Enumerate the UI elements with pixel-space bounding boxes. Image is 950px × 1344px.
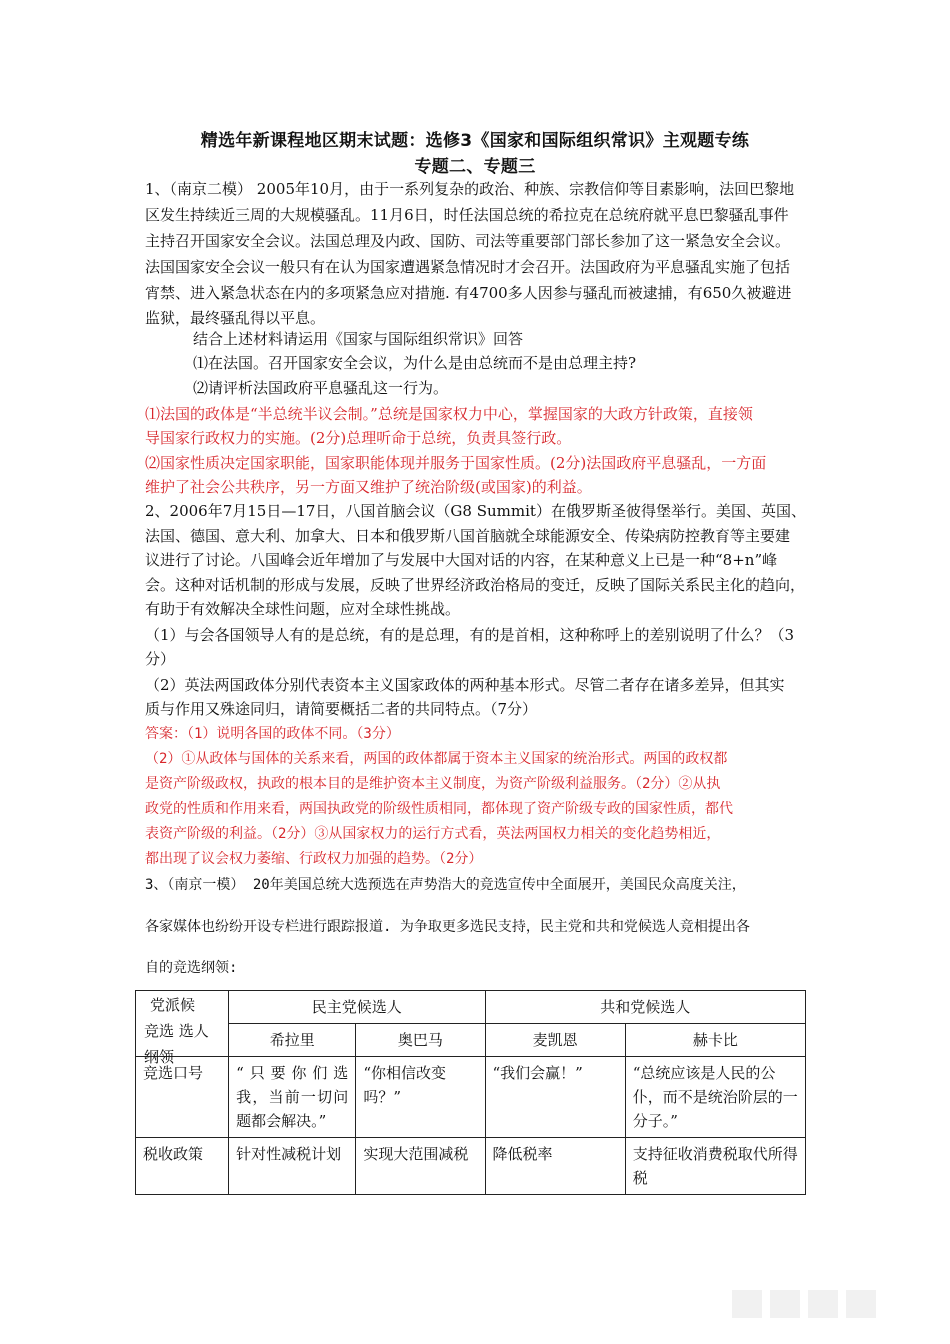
document-subtitle: 专题二、专题三 — [414, 157, 536, 177]
table-cell: “总统应该是人民的公仆，而不是统治阶层的一分子。” — [625, 1057, 805, 1138]
table-cell: 针对性减税计划 — [229, 1138, 356, 1195]
q2-subquestion-2: （2）英法两国政体分别代表资本主义国家政体的两种基本形式。尽管二者存在诸多差异，但其实 — [145, 676, 785, 694]
q2-text-line: 法国、德国、意大利、加拿大、日本和俄罗斯八国首脑就全球能源安全、传染病防控教育等主要建 — [145, 527, 791, 545]
candidate-header: 奥巴马 — [356, 1024, 485, 1057]
q1-text-line: 宵禁、进入紧急状态在内的多项紧急应对措施. 有4700多人因参与骚乱而被逮捕，有650久被避进 — [145, 284, 792, 302]
q1-text-line: 监狱，最终骚乱得以平息。 — [145, 309, 326, 327]
q1-subquestion-1: ⑴在法国。召开国家安全会议，为什么是由总统而不是由总理主持? — [193, 354, 637, 372]
q1-text-line: 法国国家安全会议一般只有在认为国家遭遇紧急情况时才会召开。法国政府为平息骚乱实施了包括 — [145, 258, 791, 276]
corner-label-top: 党派候 — [150, 996, 196, 1014]
table-cell: 实现大范围减税 — [356, 1138, 485, 1195]
q1-instruction: 结合上述材料请运用《国家与国际组织常识》回答 — [193, 330, 524, 348]
q2-answer-line: 是资产阶级政权，执政的根本目的是维护资本主义制度，为资产阶级利益服务。（2分）②从执 — [145, 776, 721, 792]
q1-answer-line: 维护了社会公共秩序，另一方面又维护了统治阶级(或国家)的利益。 — [145, 478, 592, 496]
document-title: 精选年新课程地区期末试题：选修3《国家和国际组织常识》主观题专练 — [200, 131, 750, 151]
row-label: 竞选口号 — [136, 1057, 229, 1138]
q1-subquestion-2: ⑵请评析法国政府平息骚乱这一行为。 — [193, 379, 449, 397]
q1-answer-line: ⑵国家性质决定国家职能，国家职能体现并服务于国家性质。(2分)法国政府平息骚乱，一方面 — [145, 454, 767, 472]
q2-text-line: 2、2006年7月15日—17日，八国首脑会议（G8 Summit）在俄罗斯圣彼得堡举行。美国、英国、 — [145, 502, 806, 520]
q2-answer-line: （2）①从政体与国体的关系来看，两国的政体都属于资本主义国家的统治形式。两国的政权都 — [145, 751, 728, 767]
candidate-header: 赫卡比 — [625, 1024, 805, 1057]
q3-text-line: 3、（南京一模） 20年美国总统大选预选在声势浩大的竞选宣传中全面展开，美国民众高度关注， — [145, 877, 746, 893]
q2-text-line: 有助于有效解决全球性问题，应对全球性挑战。 — [145, 600, 461, 618]
q1-text-line: 区发生持续近三周的大规模骚乱。11月6日，时任法国总统的希拉克在总统府就平息巴黎骚乱事件 — [145, 206, 789, 224]
q2-answer-line: 政党的性质和作用来看，两国执政党的阶级性质相同，都体现了资产阶级专政的国家性质，都代 — [145, 801, 733, 817]
q3-text-line: 自的竞选纲领: — [145, 960, 238, 976]
q2-subquestion-1-cont: 分） — [145, 650, 176, 668]
party-header-republican: 共和党候选人 — [485, 991, 806, 1024]
table-corner-header — [136, 991, 229, 1066]
candidate-platform-table — [135, 990, 806, 1195]
table-cell: “我们会赢！” — [485, 1057, 625, 1138]
q2-answer-line: 答案：（1）说明各国的政体不同。（3分） — [145, 726, 400, 742]
q2-text-line: 会。这种对话机制的形成与发展，反映了世界经济政治格局的变迁，反映了国际关系民主化的趋向， — [145, 576, 806, 594]
q2-text-line: 议进行了讨论。八国峰会近年增加了与发展中大国对话的内容，在某种意义上已是一种“8+n”峰 — [145, 551, 778, 569]
candidate-header: 麦凯恩 — [485, 1024, 625, 1057]
corner-label-bottom: 纲领 — [144, 1048, 175, 1066]
table-row — [136, 1138, 806, 1195]
q3-text-line: 各家媒体也纷纷开设专栏进行跟踪报道. 为争取更多选民支持，民主党和共和党候选人竞相提出各 — [145, 919, 750, 935]
party-header-democrat: 民主党候选人 — [229, 991, 485, 1024]
q2-subquestion-1: （1）与会各国领导人有的是总统，有的是总理，有的是首相，这种称呼上的差别说明了什么？（3 — [145, 626, 795, 644]
q2-answer-line: 表资产阶级的利益。（2分）③从国家权力的运行方式看，英法两国权力相关的变化趋势相近， — [145, 826, 721, 842]
table-cell: “你相信改变吗？” — [356, 1057, 485, 1138]
q1-text-line: 1、（南京二模） 2005年10月，由于一系列复杂的政治、种族、宗教信仰等目素影响，法回巴黎地 — [145, 180, 795, 198]
table-cell: 降低税率 — [485, 1138, 625, 1195]
q1-answer-line: 导国家行政权力的实施。(2分)总理听命于总统，负责具签行政。 — [145, 429, 572, 447]
q2-answer-line: 都出现了议会权力萎缩、行政权力加强的趋势。（2分） — [145, 851, 483, 867]
watermark-logo-icon — [730, 1284, 910, 1324]
table-row — [136, 1057, 806, 1138]
table-cell: “只要你们选我，当前一切问题都会解决。” — [229, 1057, 356, 1138]
table-cell: 支持征收消费税取代所得税 — [625, 1138, 805, 1195]
q1-text-line: 主持召开国家安全会议。法国总理及内政、国防、司法等重要部门部长参加了这一紧急安全会议。 — [145, 232, 791, 250]
candidate-header: 希拉里 — [229, 1024, 356, 1057]
corner-label-mid: 竞选 选人 — [144, 1022, 209, 1040]
q2-subquestion-2-cont: 质与作用又殊途同归，请简要概括二者的共同特点。（7分） — [145, 700, 538, 718]
q1-answer-line: ⑴法国的政体是“半总统半议会制。”总统是国家权力中心，掌握国家的大政方针政策，直接领 — [145, 405, 753, 423]
row-label: 税收政策 — [136, 1138, 229, 1195]
